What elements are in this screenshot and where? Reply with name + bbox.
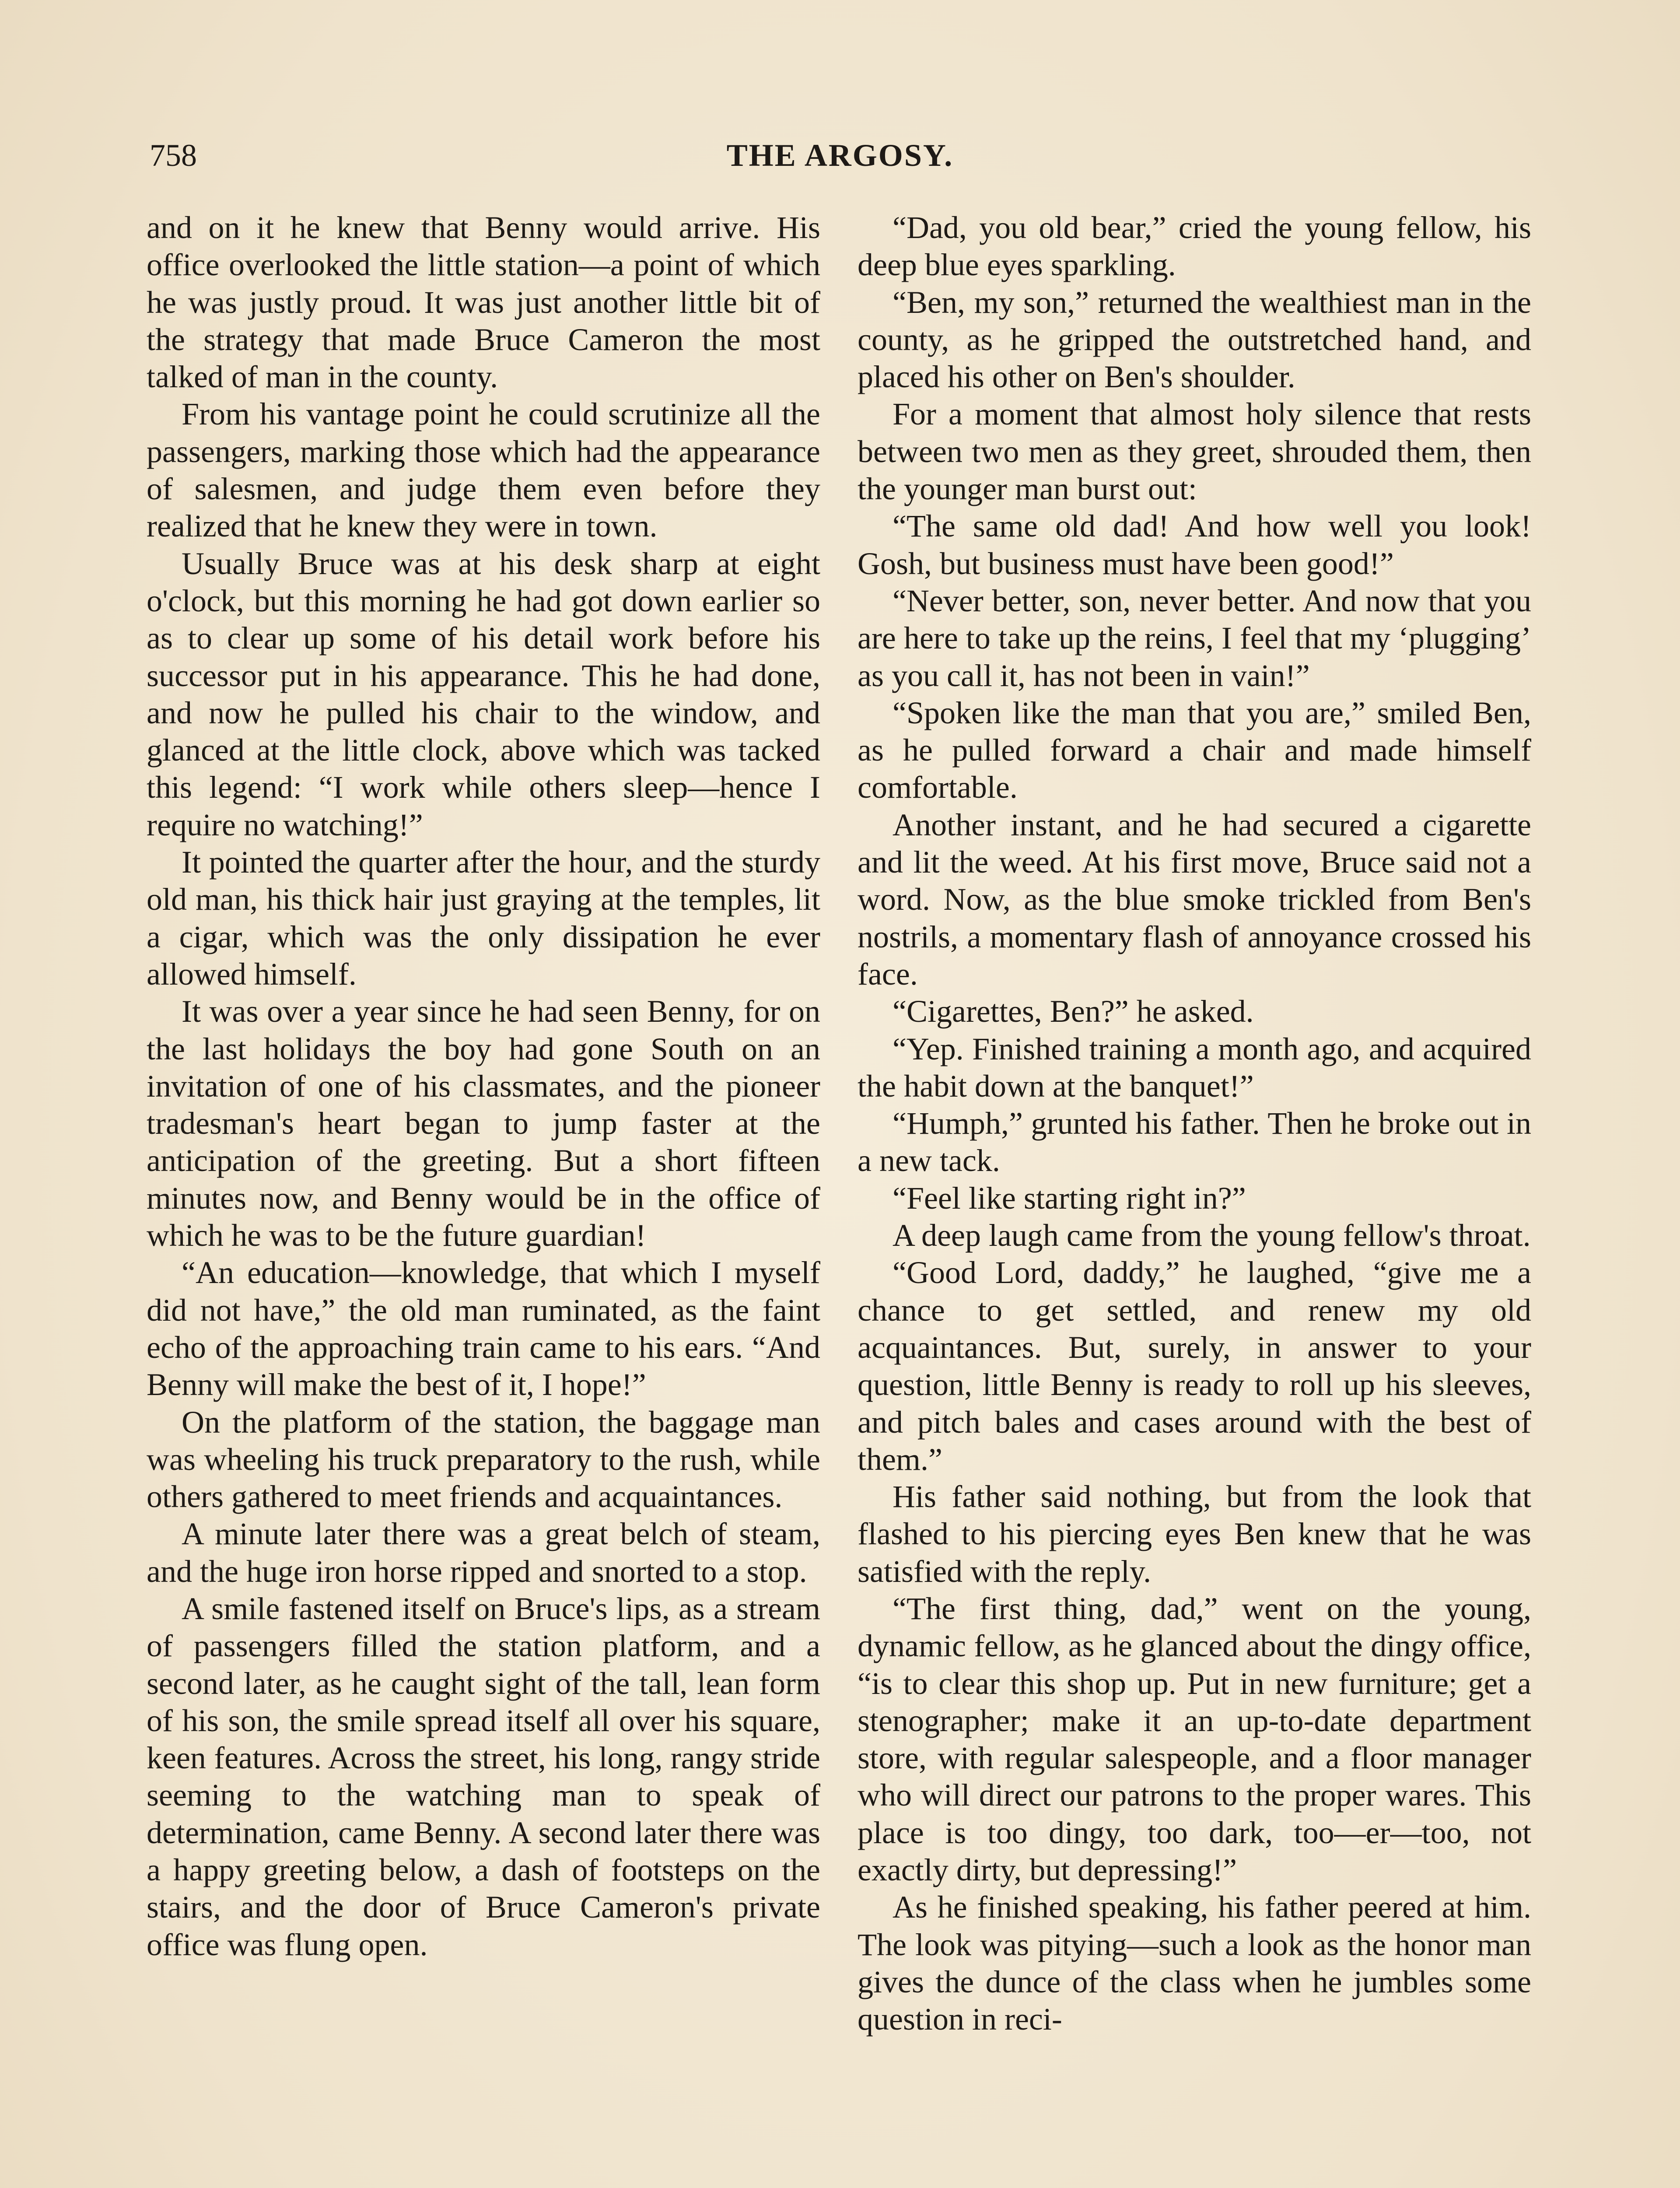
paragraph: “Cigarettes, Ben?” he asked.	[892, 994, 1254, 1029]
paragraph: A deep laugh came from the young fellow's throat.	[892, 1218, 1531, 1253]
paragraph: and on it he knew that Benny would arrive. His office overlooked the little station—a point of which he was justly proud. It was just another little bit of the strategy that made Bruce Cameron the most talked of man in the county.	[147, 210, 820, 395]
paragraph: A smile fastened itself on Bruce's lips, as a stream of passengers filled the station platform, and a second later, as he caught sight of the tall, lean form of his son, the smile spread itself all over his square, keen features. Across the street, his long, rangy stride seeming to the watching man to speak of determination, came Benny. A second later there was a happy greeting below, a dash of footsteps on the stairs, and the door of Bruce Cameron's private office was flung open.	[147, 1591, 820, 1962]
paragraph: On the platform of the station, the baggage man was wheeling his truck preparatory to the rush, while others gathered to meet friends and acquaintances.	[147, 1404, 820, 1515]
paragraph: “Spoken like the man that you are,” smiled Ben, as he pulled forward a chair and made himself comfortable.	[858, 695, 1531, 805]
paragraph: It pointed the quarter after the hour, and the sturdy old man, his thick hair just graying at the temples, lit a cigar, which was the only dissipation he ever allowed himself.	[147, 845, 820, 992]
paragraph: A minute later there was a great belch of steam, and the huge iron horse ripped and snorted to a stop.	[147, 1516, 820, 1589]
paragraph: As he finished speaking, his father peered at him. The look was pitying—such a look as the honor man gives the dunce of the class when he jumbles some question in reci-	[858, 1890, 1531, 2037]
paragraph: Usually Bruce was at his desk sharp at eight o'clock, but this morning he had got down earlier so as to clear up some of his detail work before his successor put in his appearance. This he had done, and now he pulled his chair to the window, and glanced at the little clock, above which was tacked this legend: “I work while others sleep—hence I require no watching!”	[147, 546, 820, 842]
paragraph: “Humph,” grunted his father. Then he broke out in a new tack.	[858, 1106, 1531, 1178]
paragraph: “Good Lord, daddy,” he laughed, “give me a chance to get settled, and renew my old acquaintances. But, surely, in answer to your question, little Benny is ready to roll up his sleeves, and pitch bales and cases around with the best of them.”	[858, 1255, 1531, 1477]
paragraph: “Feel like starting right in?”	[892, 1180, 1246, 1216]
paragraph: His father said nothing, but from the look that flashed to his piercing eyes Ben knew that he was satisfied with the reply.	[858, 1479, 1531, 1589]
paragraph: Another instant, and he had secured a cigarette and lit the weed. At his first move, Bruce said not a word. Now, as the blue smoke trickled from Ben's nostrils, a momentary flash of annoyance crossed his face.	[858, 807, 1531, 992]
left-column	[147, 209, 820, 1964]
paragraph: “Never better, son, never better. And now that you are here to take up the reins, I feel that my ‘plugging’ as you call it, has not been in vain!”	[858, 583, 1531, 693]
paragraph: “Ben, my son,” returned the wealthiest man in the county, as he gripped the outstretched hand, and placed his other on Ben's shoulder.	[858, 284, 1531, 395]
paragraph: “The same old dad! And how well you look! Gosh, but business must have been good!”	[858, 508, 1531, 581]
paragraph: “An education—knowledge, that which I myself did not have,” the old man ruminated, as the faint echo of the approaching train came to his ears. “And Benny will make the best of it, I hope!”	[147, 1255, 820, 1403]
paragraph: It was over a year since he had seen Benny, for on the last holidays the boy had gone South on an invitation of one of his classmates, and the pioneer tradesman's heart began to jump faster at the anticipation of the greeting. But a short fifteen minutes now, and Benny would be in the office of which he was to be the future guardian!	[147, 994, 820, 1253]
page-header	[144, 131, 1536, 179]
paragraph: “The first thing, dad,” went on the young, dynamic fellow, as he glanced about the dingy office, “is to clear this shop up. Put in new furniture; get a stenographer; make it an up-to-date department store, with regular salespeople, and a floor manager who will direct our patrons to the proper wares. This place is too dingy, too dark, too—er—too, not exactly dirty, but depressing!”	[858, 1591, 1531, 1888]
paragraph: From his vantage point he could scrutinize all the passengers, marking those which had the appearance of salesmen, and judge them even before they realized that he knew they were in town.	[147, 396, 820, 544]
running-head: THE ARGOSY.	[726, 138, 954, 173]
paragraph: “Dad, you old bear,” cried the young fellow, his deep blue eyes sparkling.	[858, 210, 1531, 283]
page-number: 758	[150, 138, 197, 173]
right-column	[858, 209, 1531, 2038]
paragraph: “Yep. Finished training a month ago, and acquired the habit down at the banquet!”	[858, 1031, 1531, 1104]
paragraph: For a moment that almost holy silence that rests between two men as they greet, shrouded them, then the younger man burst out:	[858, 396, 1531, 507]
